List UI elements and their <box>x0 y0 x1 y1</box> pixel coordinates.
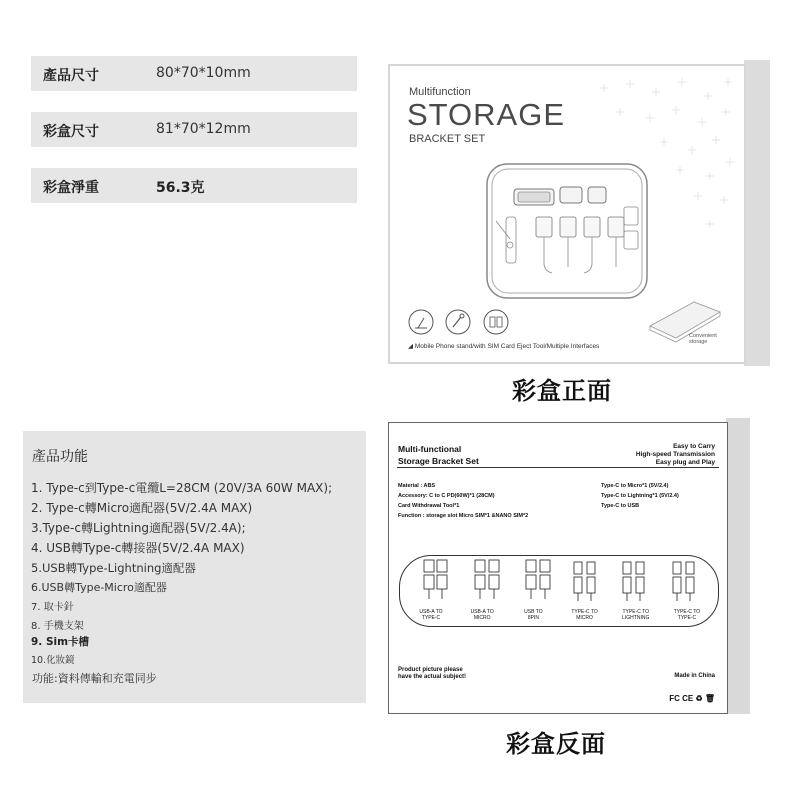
sim-eject-tool-icon <box>445 309 471 335</box>
certification-marks: FC CE ♻ 🗑 <box>669 694 715 703</box>
adapter-label: TYPE-C TO TYPE-C <box>673 609 701 621</box>
box-side <box>726 418 750 714</box>
list-item: 1. Type-c到Type-c電纜L=28CM (20V/3A 60W MAX); <box>31 481 333 495</box>
adapter-label: USB-A TO TYPE-C <box>419 609 443 621</box>
spec-row-product-size <box>31 56 357 91</box>
list-item: 5.USB轉Type-Lightning適配器 <box>31 561 196 575</box>
adapter-label: TYPE-C TO LIGHTNING <box>622 609 650 621</box>
list-item: 8. 手機支架 <box>31 621 84 632</box>
list-item: 7. 取卡針 <box>31 602 74 613</box>
box-side <box>744 60 770 366</box>
box-front-face <box>388 64 746 364</box>
list-item: 10.化妝鏡 <box>31 655 75 666</box>
divider <box>397 467 719 468</box>
spec-label: 產品尺寸 <box>43 68 99 84</box>
spec-value: 56.3克 <box>156 180 205 196</box>
spec-label: 彩盒尺寸 <box>43 124 99 140</box>
front-caption: 彩盒正面 <box>512 377 612 405</box>
spec-label: 彩盒淨重 <box>43 180 99 196</box>
features-title: 產品功能 <box>32 449 88 465</box>
spec-row-box-size <box>31 112 357 147</box>
adapter-label: TYPE-C TO MICRO <box>571 609 598 621</box>
back-title: Multi-functional Storage Bracket Set <box>398 444 479 466</box>
bin-icon: 🗑 <box>704 694 715 703</box>
spec-value: 81*70*12mm <box>156 121 251 137</box>
adapter-label: USB TO 8PIN <box>524 609 543 621</box>
adapter-label: USB-A TO MICRO <box>470 609 494 621</box>
recycle-icon: ♻ <box>695 694 703 703</box>
adapter-labels <box>407 609 711 621</box>
convenient-storage-note: Convenient storage <box>689 333 717 345</box>
list-item: 3.Type-c轉Lightning適配器(5V/2.4A); <box>31 521 246 535</box>
front-title: STORAGE <box>407 97 566 132</box>
spec-value: 80*70*10mm <box>156 65 251 81</box>
adapters-illustration <box>409 557 709 605</box>
features-panel <box>23 431 366 703</box>
front-subtitle: Multifunction <box>409 86 471 98</box>
list-item: 9. Sim卡槽 <box>31 636 90 648</box>
back-tags: Easy to Carry High-speed Transmission Easy plug and Play <box>635 443 715 466</box>
features-note: 功能:資料傳輸和充電同步 <box>32 672 157 685</box>
front-features-line: ◢ Mobile Phone stand/with SIM Card Eject Tool/Multiple Interfaces <box>408 343 600 350</box>
triangle-icon: ◢ <box>408 343 415 350</box>
stand-icon <box>408 309 434 335</box>
list-item: 4. USB轉Type-c轉接器(5V/2.4A MAX) <box>31 541 245 555</box>
box-back-face <box>388 422 728 714</box>
front-subtitle-2: BRACKET SET <box>409 133 486 145</box>
back-specs-left: Material : ABS Accessory: C to C PD(60W)*1 (28CM) Card Withdrawal Tool*1 Function : storage slot Micro SIM*1 &NANO SIM*2 <box>398 483 529 519</box>
spec-row-box-weight <box>31 168 357 203</box>
back-disclaimer: Product picture please have the actual subject! <box>398 667 467 680</box>
product-illustration <box>484 161 652 301</box>
back-specs-right: Type-C to Micro*1 (5V/2.4) Type-C to Lightning*1 (5V/2.4) Type-C to USB <box>601 483 679 509</box>
list-item: 2. Type-c轉Micro適配器(5V/2.4A MAX) <box>31 501 253 515</box>
made-in-label: Made in China <box>674 673 715 679</box>
box-back-image <box>388 418 750 714</box>
features-list <box>31 479 361 669</box>
interfaces-icon <box>483 309 509 335</box>
list-item: 6.USB轉Type-Micro適配器 <box>31 581 167 594</box>
back-caption: 彩盒反面 <box>506 730 606 758</box>
box-front-image <box>388 60 770 366</box>
